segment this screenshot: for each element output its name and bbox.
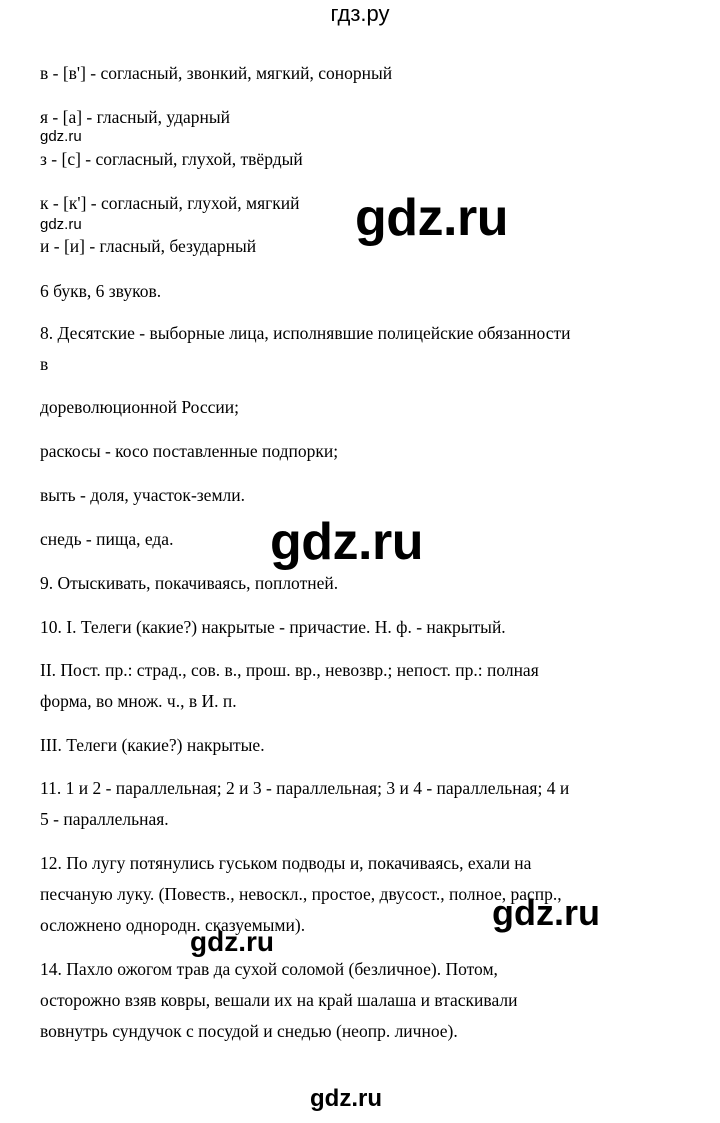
text-line: вовнутрь сундучок с посудой и снедью (неопр. личное). [40,1021,458,1041]
text-line: дореволюционной России; [40,397,239,417]
text-line: и - [и] - гласный, безударный [40,236,257,256]
watermark: gdz.ru [310,1085,382,1112]
watermark: gdz.ru [40,216,82,233]
text-line: III. Телеги (какие?) накрытые. [40,735,265,755]
text-line: з - [с] - согласный, глухой, твёрдый [40,149,303,169]
watermark: gdz.ru [190,926,274,957]
text-line: 11. 1 и 2 - параллельная; 2 и 3 - параллельная; 3 и 4 - параллельная; 4 и [40,778,570,798]
text-line: к - [к'] - согласный, глухой, мягкий [40,193,300,213]
text-line: в [40,354,49,374]
text-line: песчаную луку. (Повеств., невоскл., простое, двусост., полное, распр., [40,884,562,904]
text-line: 6 букв, 6 звуков. [40,281,162,301]
text-line: форма, во множ. ч., в И. п. [40,691,237,711]
text-line: 12. По лугу потянулись гуськом подводы и, покачиваясь, ехали на [40,853,532,873]
text-line: 5 - параллельная. [40,809,169,829]
text-line: в - [в'] - согласный, звонкий, мягкий, сонорный [40,63,393,83]
text-line: раскосы - косо поставленные подпорки; [40,441,339,461]
watermark: gdz.ru [355,189,508,247]
site-title: гдз.ру [330,1,390,26]
text-line: 9. Отыскивать, покачиваясь, поплотней. [40,573,339,593]
text-line: осторожно взяв ковры, вешали их на край шалаша и втаскивали [40,990,518,1010]
text-line: II. Пост. пр.: страд., сов. в., прош. вр., невозвр.; непост. пр.: полная [40,660,539,680]
text-line: снедь - пища, еда. [40,529,174,549]
watermark: gdz.ru [270,513,423,571]
text-line: 10. I. Телеги (какие?) накрытые - причастие. Н. ф. - накрытый. [40,617,506,637]
watermark: gdz.ru [40,128,82,145]
text-line: я - [а] - гласный, ударный [40,107,230,127]
text-line: осложнено однородн. сказуемыми). [40,915,306,935]
text-line: 14. Пахло ожогом трав да сухой соломой (безличное). Потом, [40,959,498,979]
text-line: выть - доля, участок-земли. [40,485,245,505]
watermark: gdz.ru [492,892,600,933]
text-line: 8. Десятские - выборные лица, исполнявшие полицейские обязанности [40,323,571,343]
